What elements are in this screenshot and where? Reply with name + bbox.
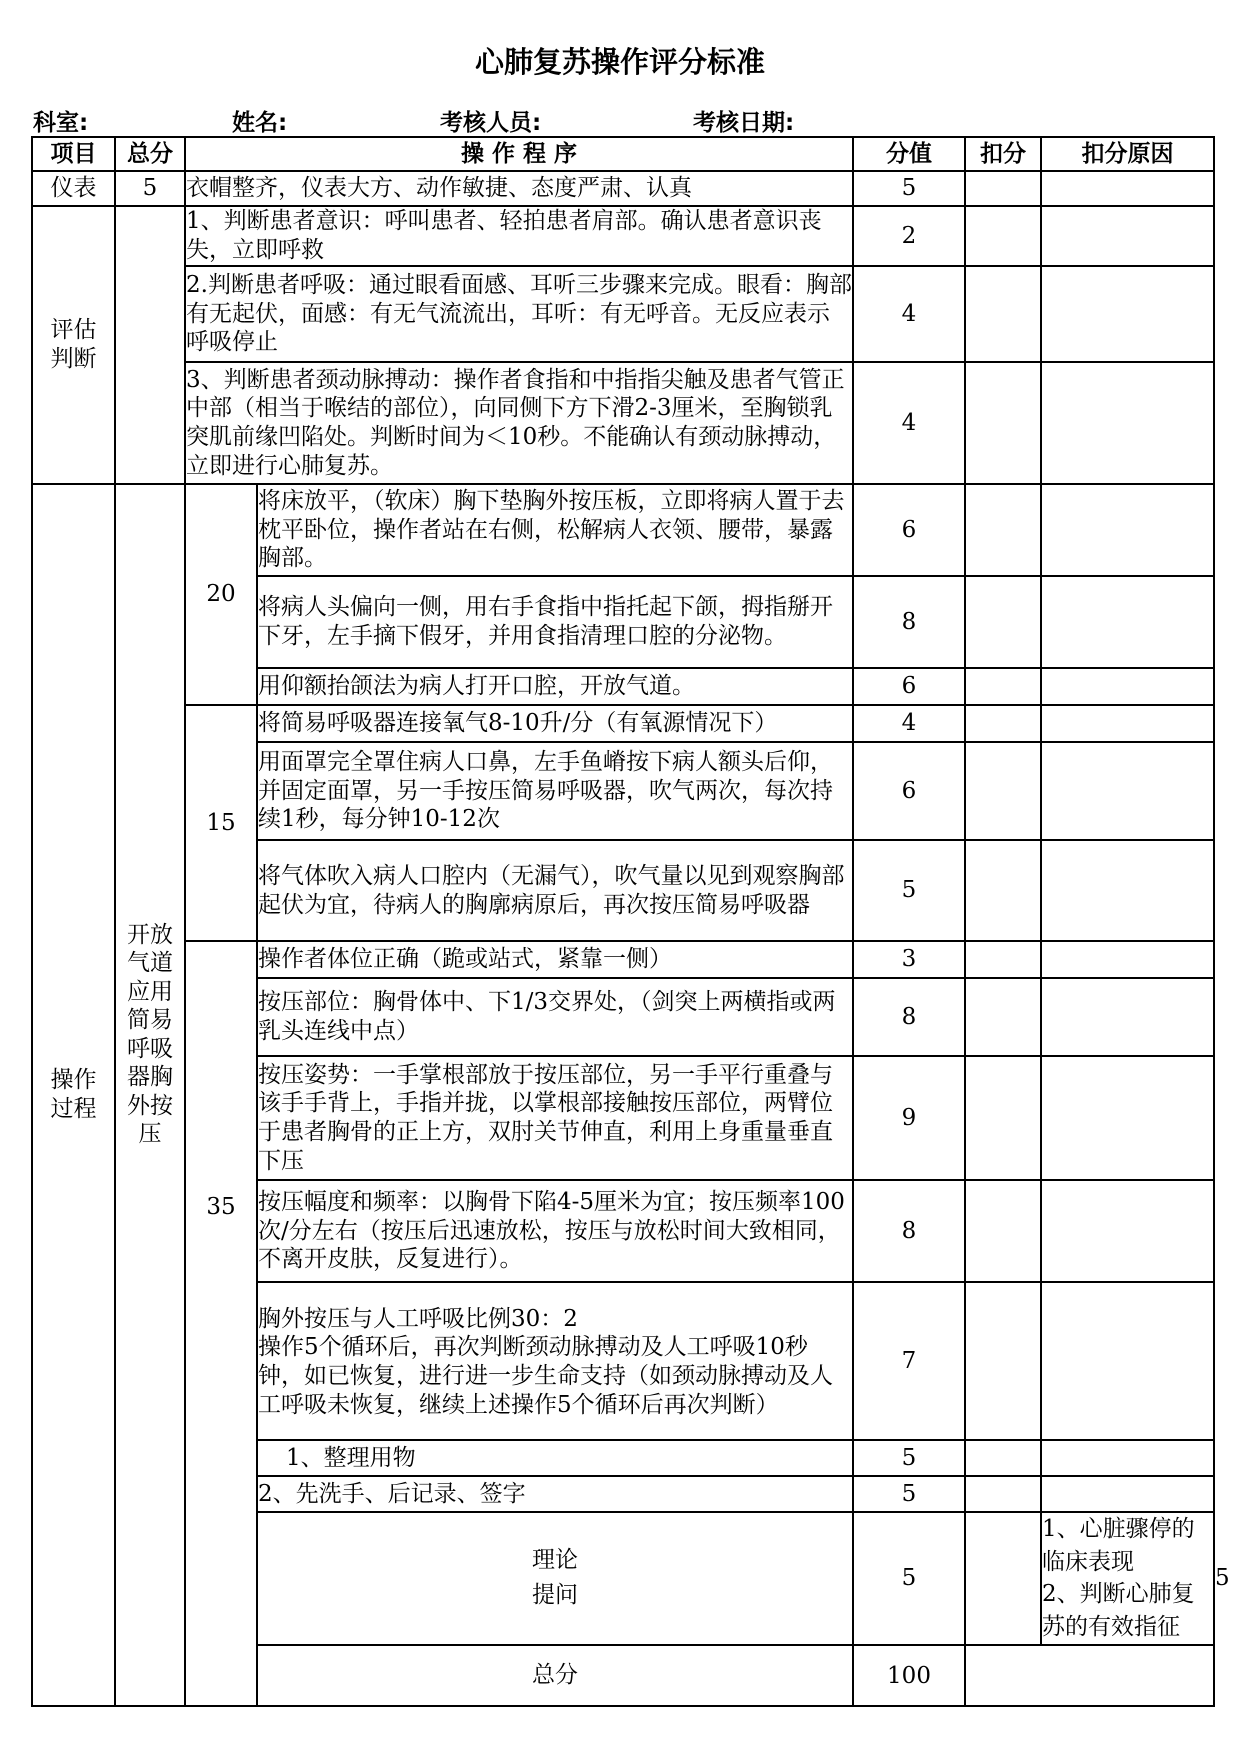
theory-label-line-1: 理论 [532, 1546, 578, 1573]
operation-step: 用仰额抬颌法为病人打开口腔，开放气道。 [257, 668, 853, 705]
deduct-cell[interactable] [965, 171, 1041, 206]
operation-step: 将简易呼吸器连接氧气8-10升/分（有氧源情况下） [257, 705, 853, 742]
reason-cell[interactable] [1041, 266, 1214, 362]
deduct-cell[interactable] [965, 1440, 1041, 1476]
department-label: 科室: [33, 110, 89, 136]
table-row [32, 484, 1214, 576]
reason-cell[interactable] [1041, 705, 1214, 742]
col-value-header: 分值 [853, 137, 965, 171]
assessment-label: 评估判断 [32, 206, 115, 484]
theory-label-line-2: 提问 [532, 1582, 578, 1609]
reason-cell[interactable] [1041, 742, 1214, 840]
group-points-35 [185, 941, 257, 1706]
table-row [32, 705, 1214, 742]
deduct-cell[interactable] [965, 484, 1041, 576]
theory-questions [1041, 1512, 1214, 1645]
operation-score: 8 [853, 978, 965, 1056]
deduct-cell[interactable] [965, 668, 1041, 705]
assessment-step-3: 3、判断患者颈动脉搏动：操作者食指和中指指尖触及患者气管正中部（相当于喉结的部位），向同侧下方下滑2-3厘米，至胸锁乳突肌前缘凹陷处。判断时间为＜10秒。不能确认有颈动脉搏动，立即进行心肺复苏。 [185, 362, 853, 484]
reason-cell[interactable] [1041, 171, 1214, 206]
assessment-score-3: 4 [853, 362, 965, 484]
grand-total-blank [965, 1645, 1214, 1706]
grand-total-value: 100 [853, 1645, 965, 1706]
col-reason-header: 扣分原因 [1041, 137, 1214, 171]
theory-label [257, 1512, 853, 1645]
reason-cell[interactable] [1041, 484, 1214, 576]
operation-sub-label [115, 484, 185, 1706]
col-total-header: 总分 [115, 137, 185, 171]
group-points-35-text: 35 [206, 1194, 236, 1221]
exam-date-label: 考核日期: [693, 110, 795, 136]
operation-step: 将气体吹入病人口腔内（无漏气），吹气量以见到观察胸部起伏为宜，待病人的胸廓病原后，再次按压简易呼吸器 [257, 840, 853, 941]
grand-total-label: 总分 [257, 1645, 853, 1706]
theory-blank [965, 1512, 1041, 1645]
wrapup-score-2: 5 [853, 1476, 965, 1512]
assessment-score-1: 2 [853, 206, 965, 266]
table-row [32, 171, 1214, 206]
deduct-cell[interactable] [965, 576, 1041, 668]
appearance-total: 5 [115, 171, 185, 206]
operation-step: 按压部位：胸骨体中、下1/3交界处，（剑突上两横指或两乳头连线中点） [257, 978, 853, 1056]
operation-step: 操作者体位正确（跪或站式，紧靠一侧） [257, 941, 853, 978]
deduct-cell[interactable] [965, 1282, 1041, 1440]
reason-cell[interactable] [1041, 362, 1214, 484]
deduct-cell[interactable] [965, 978, 1041, 1056]
ratio-line: 胸外按压与人工呼吸比例30：2 [258, 1305, 578, 1332]
operation-step: 按压幅度和频率：以胸骨下陷4-5厘米为宜；按压频率100次/分左右（按压后迅速放松，按压与放松时间大致相同，不离开皮肤，反复进行）。 [257, 1180, 853, 1282]
table-header-row [32, 137, 1214, 171]
operation-score: 7 [853, 1282, 965, 1440]
assessment-score-2: 4 [853, 266, 965, 362]
deduct-cell[interactable] [965, 1056, 1041, 1180]
reason-cell[interactable] [1041, 1180, 1214, 1282]
operation-step: 用面罩完全罩住病人口鼻，左手鱼嵴按下病人额头后仰，并固定面罩，另一手按压简易呼吸器，吹气两次，每次持续1秒，每分钟10-12次 [257, 742, 853, 840]
operation-score: 5 [853, 840, 965, 941]
table-row: 理论 提问 5 1、心脏骤停的临床表现 2、判断心肺复苏的有效指征 5 [32, 1512, 1214, 1645]
operation-score: 4 [853, 705, 965, 742]
deduct-cell[interactable] [965, 840, 1041, 941]
assessment-step-1: 1、判断患者意识：呼叫患者、轻拍患者肩部。确认患者意识丧失，立即呼救 [185, 206, 853, 266]
col-procedure-header: 操 作 程 序 [185, 137, 853, 171]
cycle-recheck-text: 操作5个循环后，再次判断颈动脉搏动及人工呼吸10秒钟，如已恢复，进行进一步生命支持（如颈动脉搏动及人工呼吸未恢复，继续上述操作5个循环后再次判断） [258, 1334, 833, 1418]
operation-score: 9 [853, 1056, 965, 1180]
deduct-cell[interactable] [965, 266, 1041, 362]
reason-cell[interactable] [1041, 840, 1214, 941]
reason-cell[interactable] [1041, 1282, 1214, 1440]
operation-step: 将病人头偏向一侧，用右手食指中指托起下颌，拇指掰开下牙，左手摘下假牙，并用食指清理口腔的分泌物。 [257, 576, 853, 668]
operation-step: 将床放平，（软床）胸下垫胸外按压板，立即将病人置于去枕平卧位，操作者站在右侧，松解病人衣领、腰带，暴露胸部。 [257, 484, 853, 576]
operation-score: 8 [853, 576, 965, 668]
operation-step: 按压姿势：一手掌根部放于按压部位，另一手平行重叠与该手手背上，手指并拢，以掌根部接触按压部位，两臂位于患者胸骨的正上方，双肘关节伸直，利用上身重量垂直下压 [257, 1056, 853, 1180]
theory-total: 5 [853, 1512, 965, 1645]
scoring-table [31, 136, 1230, 1707]
reason-cell[interactable] [1041, 1476, 1214, 1512]
group-points-15: 15 [185, 705, 257, 941]
deduct-cell[interactable] [965, 1180, 1041, 1282]
col-deduct-header: 扣分 [965, 137, 1041, 171]
wrapup-step-1: 1、整理用物 [257, 1440, 853, 1476]
assessment-step-2: 2.判断患者呼吸：通过眼看面感、耳听三步骤来完成。眼看：胸部有无起伏，面感：有无气流流出，耳听：有无呼音。无反应表示呼吸停止 [185, 266, 853, 362]
table-row [32, 941, 1214, 978]
deduct-cell[interactable] [965, 742, 1041, 840]
operation-score: 6 [853, 484, 965, 576]
col-item-header: 项目 [32, 137, 115, 171]
wrapup-step-2: 2、先洗手、后记录、签字 [257, 1476, 853, 1512]
deduct-cell[interactable] [965, 705, 1041, 742]
deduct-cell[interactable] [965, 206, 1041, 266]
theory-question-1: 1、心脏骤停的临床表现 [1042, 1516, 1195, 1575]
deduct-cell[interactable] [965, 362, 1041, 484]
group-points-20: 20 [185, 484, 257, 705]
reason-cell[interactable] [1041, 668, 1214, 705]
name-label: 姓名: [232, 110, 288, 136]
operation-step [257, 1282, 853, 1440]
reason-cell[interactable] [1041, 941, 1214, 978]
table-row [32, 266, 1214, 362]
reason-cell[interactable] [1041, 978, 1214, 1056]
operation-score: 6 [853, 742, 965, 840]
wrapup-score-1: 5 [853, 1440, 965, 1476]
reason-cell[interactable] [1041, 206, 1214, 266]
reason-cell[interactable] [1041, 1056, 1214, 1180]
theory-question-2: 2、判断心肺复苏的有效指征 [1042, 1581, 1195, 1640]
operation-score: 8 [853, 1180, 965, 1282]
assessment-total [115, 206, 185, 484]
reason-cell[interactable] [1041, 1440, 1214, 1476]
appearance-score: 5 [853, 171, 965, 206]
operation-score: 6 [853, 668, 965, 705]
deduct-cell[interactable] [965, 1476, 1041, 1512]
table-row [32, 362, 1214, 484]
deduct-cell[interactable] [965, 941, 1041, 978]
operation-label: 操作过程 [32, 484, 115, 1706]
page-title: 心肺复苏操作评分标准 [474, 45, 765, 79]
operation-sub-label-text: 开放气道应用简易呼吸器胸外按压 [127, 921, 173, 1148]
operation-score: 3 [853, 941, 965, 978]
appearance-text: 衣帽整齐，仪表大方、动作敏捷、态度严肃、认真 [185, 171, 853, 206]
table-row [32, 206, 1214, 266]
appearance-label: 仪表 [32, 171, 115, 206]
examiner-label: 考核人员: [440, 110, 542, 136]
reason-cell[interactable] [1041, 576, 1214, 668]
